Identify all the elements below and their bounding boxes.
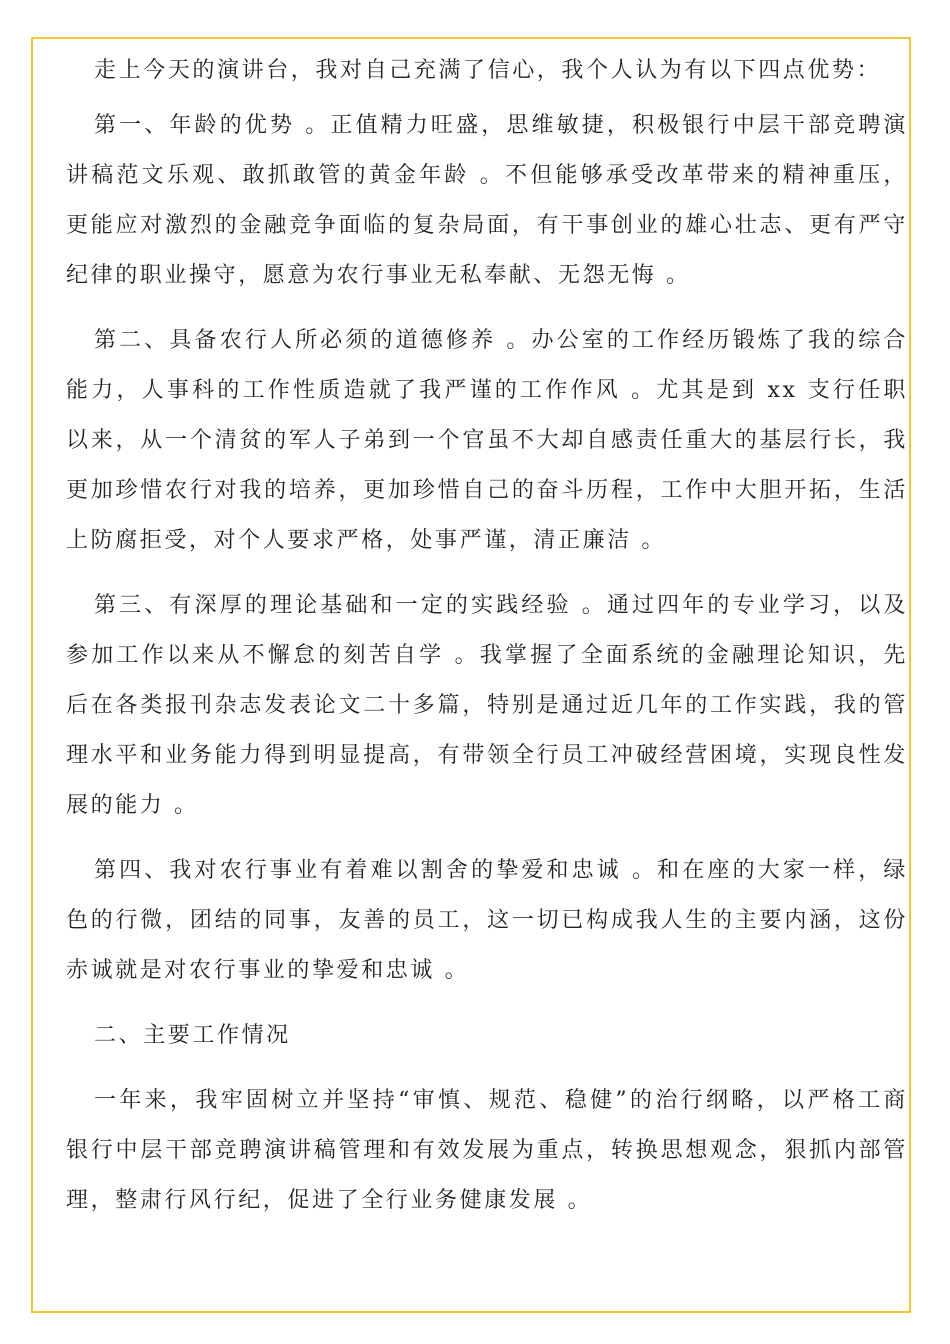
section-heading-work: 二、主要工作情况: [94, 1023, 291, 1048]
document-body: [66, 46, 908, 1241]
paragraph-work-summary: 一年来，我牢固树立并坚持“审慎、规范、稳健”的治行纲略，以严格工商银行中层干部竞聘演讲稿管理和有效发展为重点，转换思想观念，狠抓内部管理，整肃行风行纪，促进了全行业务健康发展 。: [66, 1088, 908, 1213]
intro-paragraph: 走上今天的演讲台，我对自己充满了信心，我个人认为有以下四点优势：: [94, 58, 882, 83]
paragraph-advantage-ethics: 第二、具备农行人所必须的道德修养 。办公室的工作经历锻炼了我的综合能力，人事科的工作性质造就了我严谨的工作作风 。尤其是到 xx 支行任职以来，从一个清贫的军人子弟到一个官虽不大却自感责任重大的基层行长，我更加珍惜农行对我的培养，更加珍惜自己的奋斗历程，工作中大胆开拓，生活上防腐拒受，对个人要求严格，处事严谨，清正廉洁 。: [66, 328, 908, 553]
paragraph-advantage-theory: 第三、有深厚的理论基础和一定的实践经验 。通过四年的专业学习，以及参加工作以来从不懈怠的刻苦自学 。我掌握了全面系统的金融理论知识，先后在各类报刊杂志发表论文二十多篇，特别是通过近几年的工作实践，我的管理水平和业务能力得到明显提高，有带领全行员工冲破经营困境，实现良性发展的能力 。: [66, 593, 908, 818]
paragraph-advantage-loyalty: 第四、我对农行事业有着难以割舍的挚爱和忠诚 。和在座的大家一样，绿色的行微，团结的同事，友善的员工，这一切已构成我人生的主要内涵，这份赤诚就是对农行事业的挚爱和忠诚 。: [66, 858, 908, 983]
paragraph-advantage-age: 第一、年龄的优势 。正值精力旺盛，思维敏捷，积极银行中层干部竞聘演讲稿范文乐观、敢抓敢管的黄金年龄 。不但能够承受改革带来的精神重压，更能应对激烈的金融竞争面临的复杂局面，有干事创业的雄心壮志、更有严守纪律的职业操守，愿意为农行事业无私奉献、无怨无悔 。: [66, 113, 908, 288]
